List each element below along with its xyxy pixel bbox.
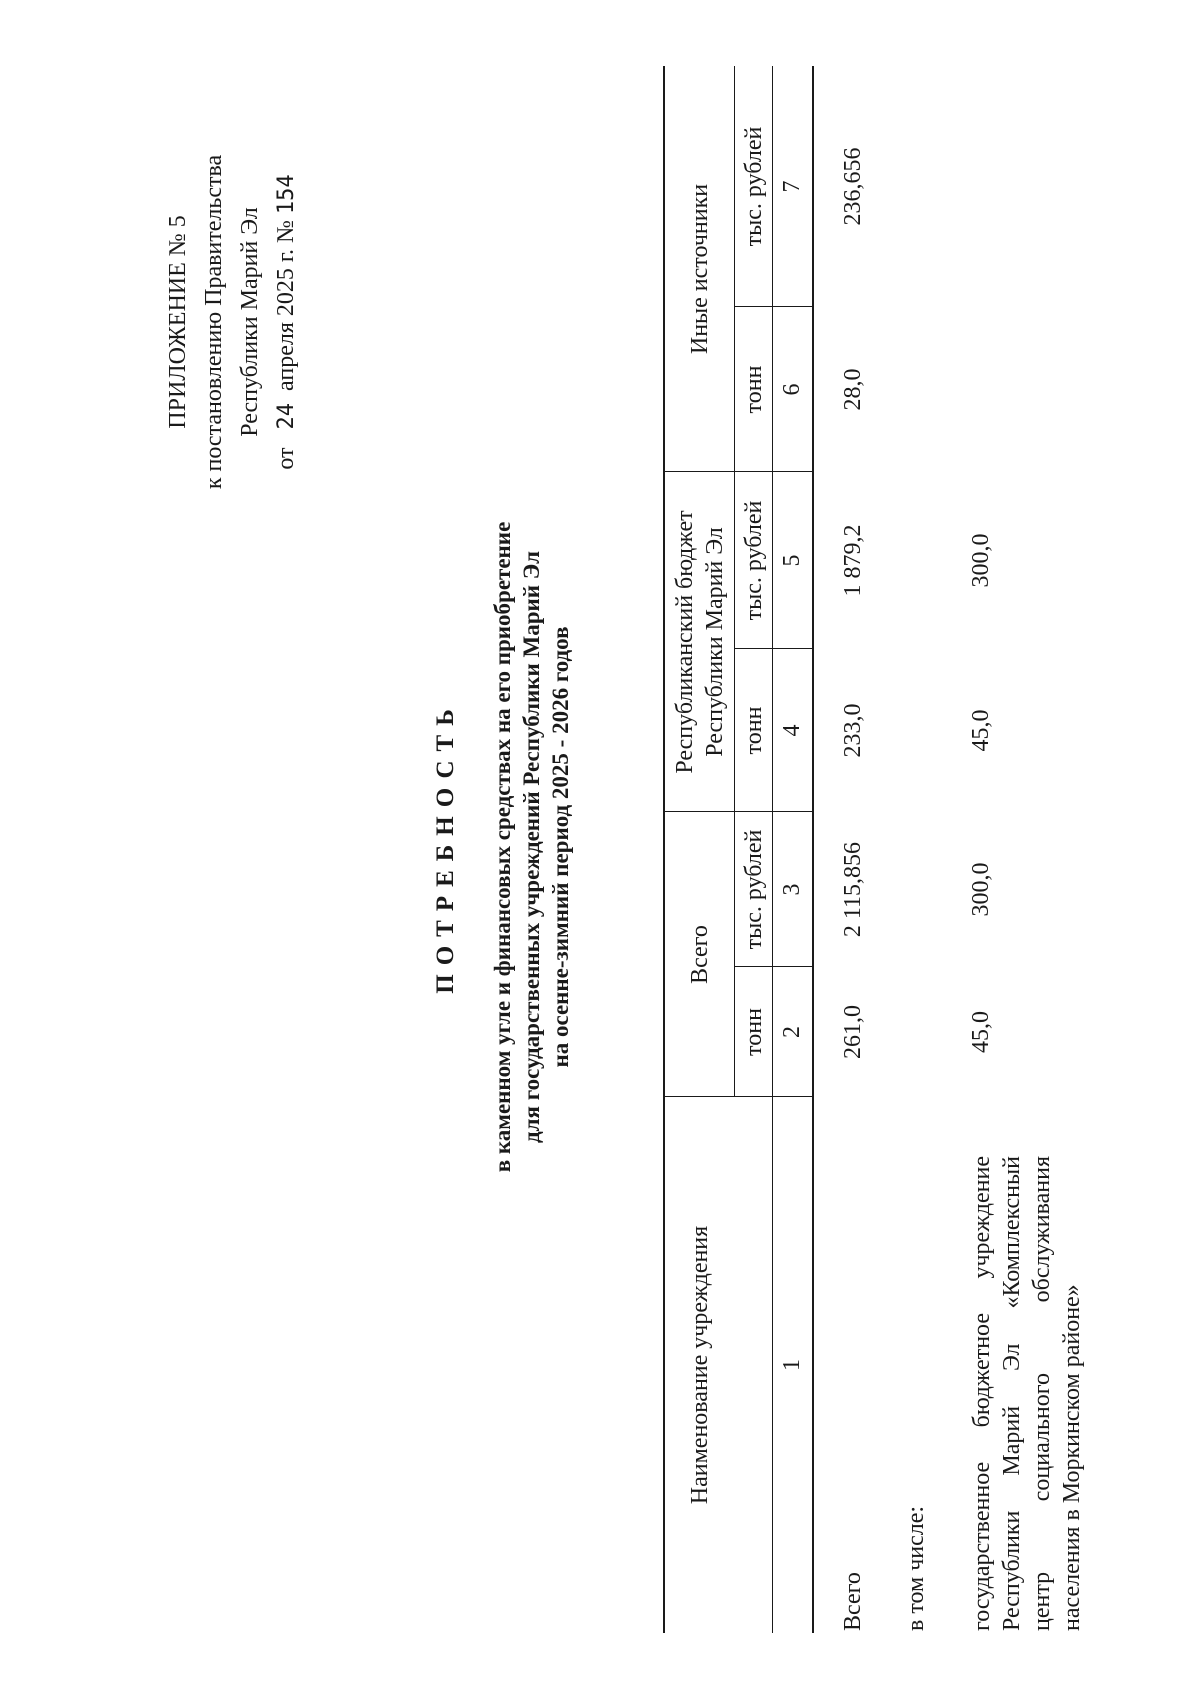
row-total-label: Всего [840, 1572, 866, 1631]
header-group-divider [734, 66, 735, 1097]
table-top-border [663, 66, 665, 1633]
unit-tons-other: тонн [741, 365, 767, 414]
including-label: в том числе: [903, 1505, 929, 1631]
institution-republic-rubles: 300,0 [968, 533, 994, 588]
header-bottom-border [812, 66, 814, 1633]
annex-republic: Республики Марий Эл [237, 207, 263, 437]
header-name-column: Наименование учреждения [687, 1225, 713, 1505]
header-group-other: Иные источники [687, 183, 713, 355]
other-tons: 28,0 [840, 368, 866, 411]
annex-header [160, 82, 305, 562]
total-rubles: 2 115,856 [840, 841, 866, 938]
unit-tons-total: тонн [741, 1008, 767, 1056]
col-number-3: 3 [779, 883, 805, 896]
total-tons: 261,0 [840, 1005, 866, 1059]
annex-number: ПРИЛОЖЕНИЕ № 5 [165, 215, 191, 429]
republic-tons: 233,0 [840, 703, 866, 758]
institution-name: государственное бюджетное учреждение Республики Марий Эл «Комплексный центр социального обслуживания населения в Моркинском районе» [969, 1156, 1085, 1631]
unit-tons-republic: тонн [741, 706, 767, 755]
header-group-republic: Республиканский бюджет Республики Марий Эл [672, 510, 728, 774]
other-rubles: 236,656 [840, 147, 866, 226]
annex-reference: к постановлению Правительства [201, 154, 227, 490]
header-group-total: Всего [687, 925, 713, 984]
col-number-5: 5 [779, 554, 805, 567]
republic-rubles: 1 879,2 [840, 524, 866, 597]
annex-date: от 24 апреля 2025 г. № 154 [273, 174, 299, 470]
document-subtitle: в каменном угле и финансовых средствах на его приобретение для государственных учреждений Республики Марий Эл на осенне-зимний период 2025 - 2026 годов [490, 521, 573, 1173]
unit-rubles-other: тыс. рублей [741, 126, 767, 247]
col-number-2: 2 [779, 1026, 805, 1038]
unit-rubles-republic: тыс. рублей [741, 500, 767, 621]
col-number-7: 7 [779, 180, 805, 193]
col-number-1: 1 [779, 1359, 805, 1371]
annex-day: 24 [274, 402, 299, 430]
institution-republic-tons: 45,0 [968, 709, 994, 752]
header-units-divider [772, 66, 773, 1633]
col-number-4: 4 [779, 724, 805, 737]
annex-doc-number: 154 [274, 174, 299, 215]
document-title: ПОТРЕБНОСТЬ [432, 700, 459, 994]
institution-total-tons: 45,0 [968, 1011, 994, 1053]
institution-total-rubles: 300,0 [968, 862, 994, 917]
unit-rubles-total: тыс. рублей [741, 829, 767, 950]
col-number-6: 6 [779, 383, 805, 396]
